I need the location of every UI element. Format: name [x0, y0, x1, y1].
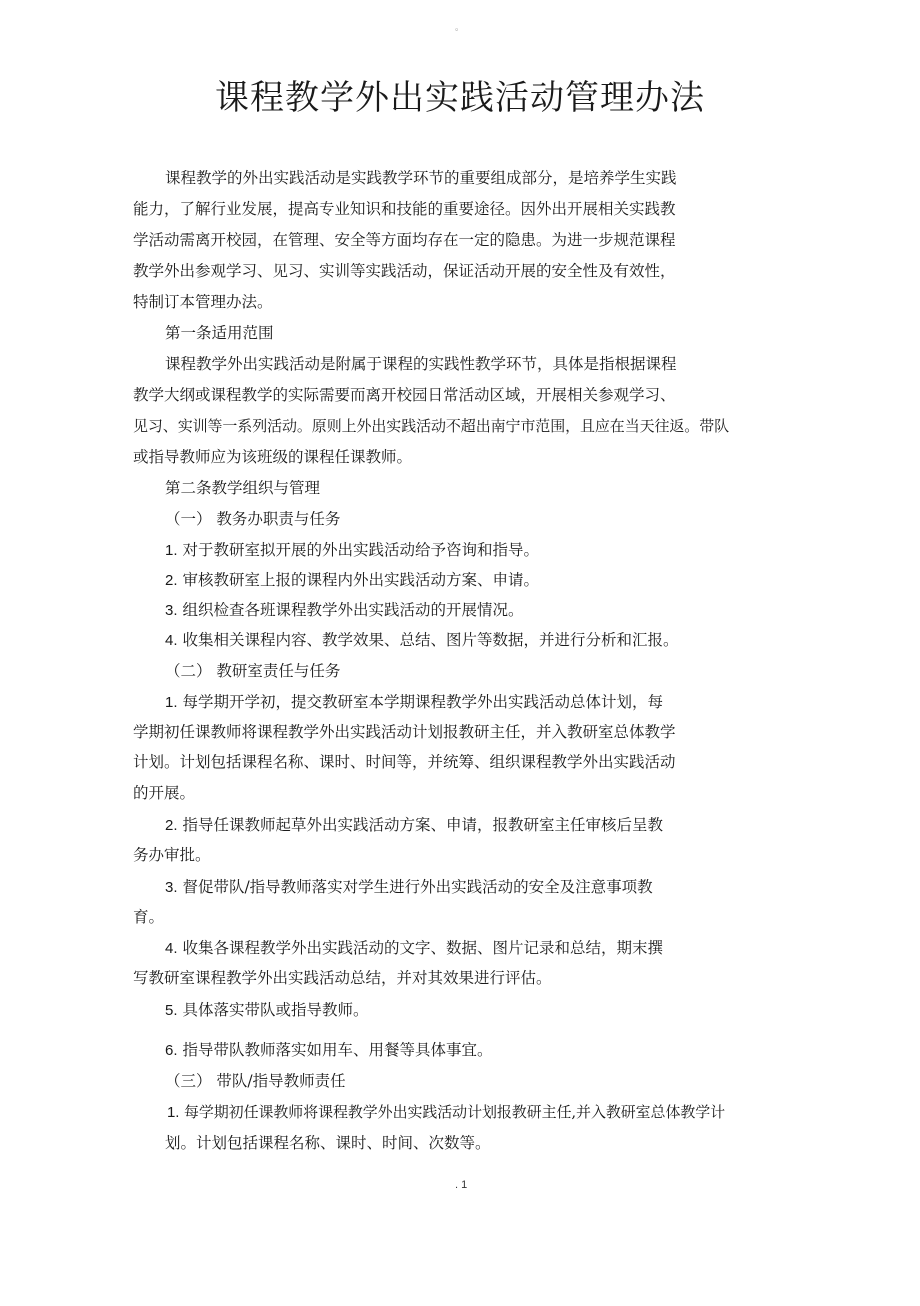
intro-line: 课程教学的外出实践活动是实践教学环节的重要组成部分，是培养学生实践 [165, 169, 677, 187]
item-text: 对于教研室拟开展的外出实践活动给予咨询和指导。 [182, 541, 539, 559]
list-item [165, 691, 663, 714]
section1-heading: （一） 教务办职责与任务 [165, 510, 341, 528]
list-item [167, 1101, 725, 1124]
item-number: 2. [165, 817, 178, 834]
item-number: 4. [165, 632, 178, 649]
page-number: . 1 [455, 1179, 468, 1191]
document-title: 课程教学外出实践活动管理办法 [215, 78, 705, 118]
item-number: 2. [165, 572, 178, 589]
article1-line: 课程教学外出实践活动是附属于课程的实践性教学环节，具体是指根据课程 [165, 355, 677, 373]
item-number: 3. [165, 602, 178, 619]
article2-heading: 第二条教学组织与管理 [165, 479, 321, 497]
item-text: 具体落实带队或指导教师。 [182, 1001, 369, 1019]
list-item [165, 814, 663, 837]
item-text: 组织检查各班课程教学外出实践活动的开展情况。 [182, 601, 524, 619]
list-item [165, 599, 523, 622]
header-mark: 。 [455, 22, 465, 32]
item-text: 指导带队教师落实如用车、用餐等具体事宜。 [182, 1041, 493, 1059]
intro-line: 学活动需离开校园，在管理、安全等方面均存在一定的隐患。为进一步规范课程 [133, 231, 676, 249]
section2-heading: （二） 教研室责任与任务 [165, 662, 341, 680]
item-number: 6. [165, 1042, 178, 1059]
item-continuation: 划。计划包括课程名称、课时、时间、次数等。 [165, 1134, 491, 1152]
article1-line: 见习、实训等一系列活动。原则上外出实践活动不超出南宁市范围，且应在当天往返。带队 [133, 417, 730, 435]
item-text: 每学期初任课教师将课程教学外出实践活动计划报教研主任,并入教研室总体教学计 [183, 1103, 726, 1121]
item-continuation: 学期初任课教师将课程教学外出实践活动计划报教研主任，并入教研室总体教学 [133, 723, 676, 741]
list-item [165, 629, 678, 652]
list-item [165, 999, 368, 1022]
item-text: 指导任课教师起草外出实践活动方案、申请，报教研室主任审核后呈教 [182, 816, 663, 834]
item-number: 5. [165, 1002, 178, 1019]
article1-line: 教学大纲或课程教学的实际需要而离开校园日常活动区域，开展相关参观学习、 [133, 386, 676, 404]
item-text: 每学期开学初，提交教研室本学期课程教学外出实践活动总体计划，每 [182, 693, 663, 711]
article1-heading: 第一条适用范围 [165, 324, 274, 342]
list-item [165, 539, 539, 562]
list-item [165, 569, 539, 592]
item-text: 收集相关课程内容、教学效果、总结、图片等数据，并进行分析和汇报。 [182, 631, 679, 649]
item-text: 审核教研室上报的课程内外出实践活动方案、申请。 [182, 571, 539, 589]
item-number: 1. [165, 542, 178, 559]
intro-line: 特制订本管理办法。 [133, 293, 273, 311]
item-continuation: 育。 [133, 908, 165, 926]
item-continuation: 的开展。 [133, 784, 196, 802]
intro-line: 教学外出参观学习、见习、实训等实践活动，保证活动开展的安全性及有效性， [133, 262, 676, 280]
article1-line: 或指导教师应为该班级的课程任课教师。 [133, 448, 413, 466]
item-text: 收集各课程教学外出实践活动的文字、数据、图片记录和总结，期末撰 [182, 939, 663, 957]
item-continuation: 计划。计划包括课程名称、课时、时间等，并统筹、组织课程教学外出实践活动 [133, 753, 676, 771]
item-continuation: 务办审批。 [133, 846, 211, 864]
item-number: 4. [165, 940, 178, 957]
item-number: 1. [165, 694, 178, 711]
item-continuation: 写教研室课程教学外出实践活动总结，并对其效果进行评估。 [133, 969, 552, 987]
list-item [165, 876, 653, 899]
list-item [165, 1039, 492, 1062]
intro-line: 能力，了解行业发展，提高专业知识和技能的重要途径。因外出开展相关实践教 [133, 200, 676, 218]
item-number: 1. [167, 1104, 180, 1121]
list-item [165, 937, 663, 960]
item-number: 3. [165, 879, 178, 896]
item-text: 督促带队/指导教师落实对学生进行外出实践活动的安全及注意事项教 [182, 878, 653, 896]
section3-heading: （三） 带队/指导教师责任 [165, 1072, 346, 1090]
